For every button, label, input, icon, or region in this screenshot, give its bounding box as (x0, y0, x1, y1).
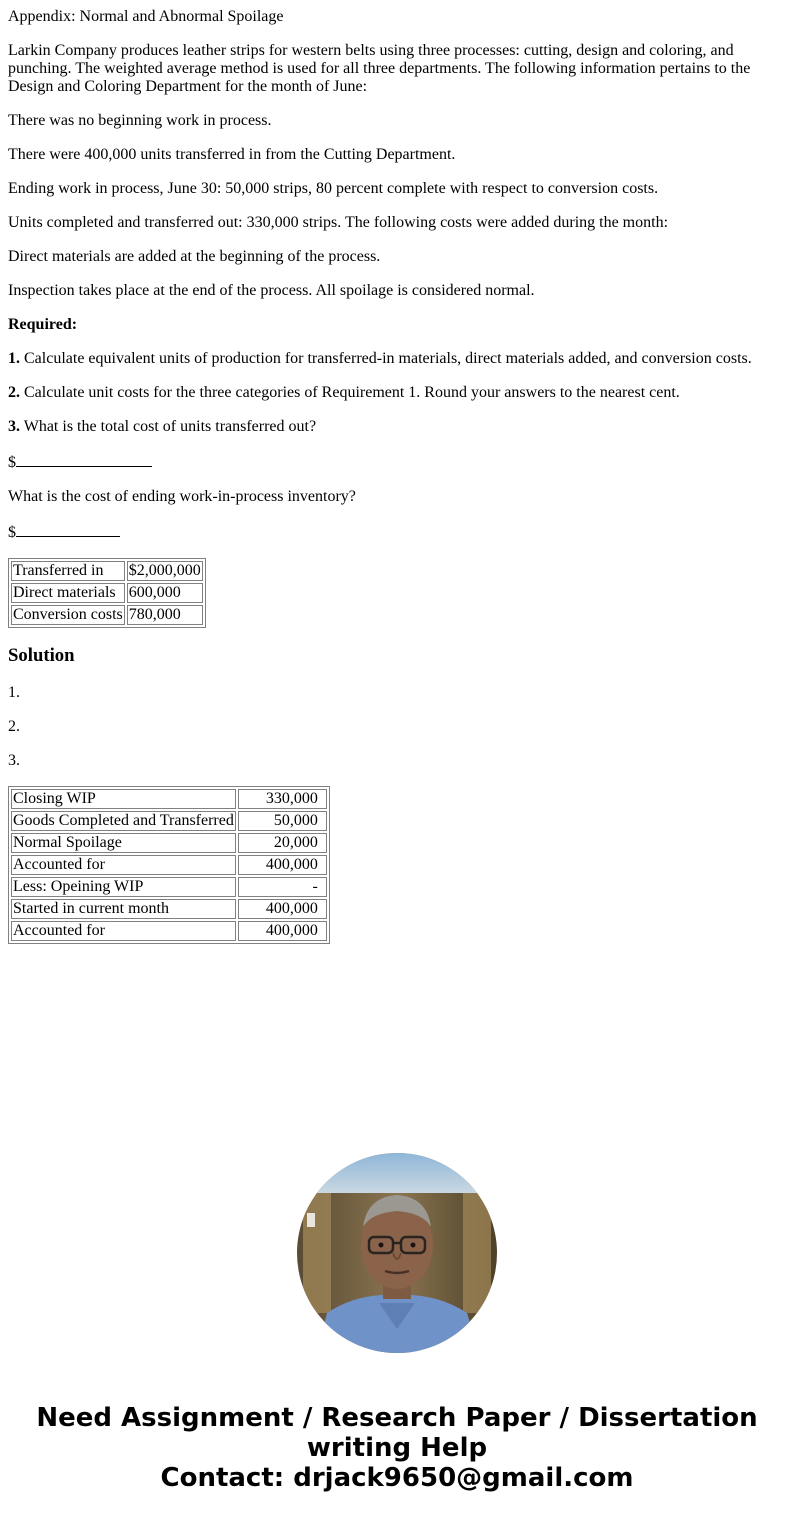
requirement-1 (8, 350, 786, 368)
units-value: 400,000 (238, 899, 327, 919)
table-row (11, 811, 327, 831)
answer-blank-ending-wip: $ (8, 522, 786, 542)
requirement-text: Calculate unit costs for the three categories of Requirement 1. Round your answers to the nearest cent. (24, 384, 680, 401)
answer-line (16, 522, 120, 537)
fact-ending-wip: Ending work in process, June 30: 50,000 strips, 80 percent complete with respect to conversion costs. (8, 180, 659, 197)
requirement-text: What is the total cost of units transferred out? (23, 418, 317, 435)
required-heading: Required: (8, 316, 78, 333)
units-value: 400,000 (238, 855, 327, 875)
problem-intro: Larkin Company produces leather strips for western belts using three processes: cutting, design and coloring, and punching. The weighted average method is used for all three departments. The following information pertains to the Design and Coloring Department for the month of June: (8, 42, 751, 95)
units-label: Accounted for (11, 921, 236, 941)
cost-value: $2,000,000 (128, 562, 201, 579)
units-value: 20,000 (238, 833, 327, 853)
table-row (11, 921, 327, 941)
units-value: - (238, 877, 327, 897)
table-row (11, 899, 327, 919)
table-row (11, 605, 203, 625)
requirement-number: 2. (8, 384, 20, 401)
cost-label: Conversion costs (13, 606, 123, 623)
tutor-avatar (297, 1153, 497, 1353)
fact-transferred-in: There were 400,000 units transferred in from the Cutting Department. (8, 146, 456, 163)
table-row (11, 561, 203, 581)
answer-blank-transferred-out: $ (8, 452, 786, 472)
table-row (11, 833, 327, 853)
cost-value: 780,000 (127, 605, 203, 625)
promo-line: writing Help (306, 1433, 488, 1463)
cost-table (8, 558, 206, 628)
answer-line (16, 452, 152, 467)
units-label: Less: Opeining WIP (11, 877, 236, 897)
fact-beginning-wip: There was no beginning work in process. (8, 112, 272, 129)
table-row (11, 583, 203, 603)
units-label: Accounted for (11, 855, 236, 875)
table-row (11, 877, 327, 897)
promo-contact: Contact: drjack9650@gmail.com (160, 1463, 634, 1493)
requirement-number: 3. (8, 418, 20, 435)
units-value: 330,000 (238, 789, 327, 809)
solution-step-2: 2. (8, 718, 20, 735)
cost-value: 600,000 (127, 583, 203, 603)
requirement-number: 1. (8, 350, 20, 367)
units-value: 50,000 (238, 811, 327, 831)
promo-banner (0, 1403, 794, 1493)
requirement-2 (8, 384, 786, 402)
question-ending-wip: What is the cost of ending work-in-process inventory? (8, 488, 356, 505)
units-label: Normal Spoilage (11, 833, 236, 853)
cost-label: Transferred in (11, 561, 125, 581)
solution-step-3: 3. (8, 752, 20, 769)
solution-step-1: 1. (8, 684, 20, 701)
document-title: Appendix: Normal and Abnormal Spoilage (8, 8, 284, 25)
units-value: 400,000 (238, 921, 327, 941)
units-table (8, 786, 330, 944)
fact-direct-materials: Direct materials are added at the beginning of the process. (8, 248, 381, 265)
solution-heading: Solution (8, 645, 75, 666)
units-label: Goods Completed and Transferred (13, 812, 234, 829)
table-row (11, 789, 327, 809)
requirement-3 (8, 418, 786, 436)
promo-line: Need Assignment / Research Paper / Dissertation (36, 1403, 758, 1433)
table-row (11, 855, 327, 875)
requirement-text: Calculate equivalent units of production for transferred-in materials, direct materials added, and conversion costs. (24, 350, 752, 367)
person-portrait-icon (297, 1153, 497, 1353)
fact-units-completed: Units completed and transferred out: 330,000 strips. The following costs were added during the month: (8, 214, 669, 231)
cost-label: Direct materials (11, 583, 125, 603)
units-label: Started in current month (11, 899, 236, 919)
units-label: Closing WIP (11, 789, 236, 809)
fact-inspection: Inspection takes place at the end of the process. All spoilage is considered normal. (8, 282, 535, 299)
